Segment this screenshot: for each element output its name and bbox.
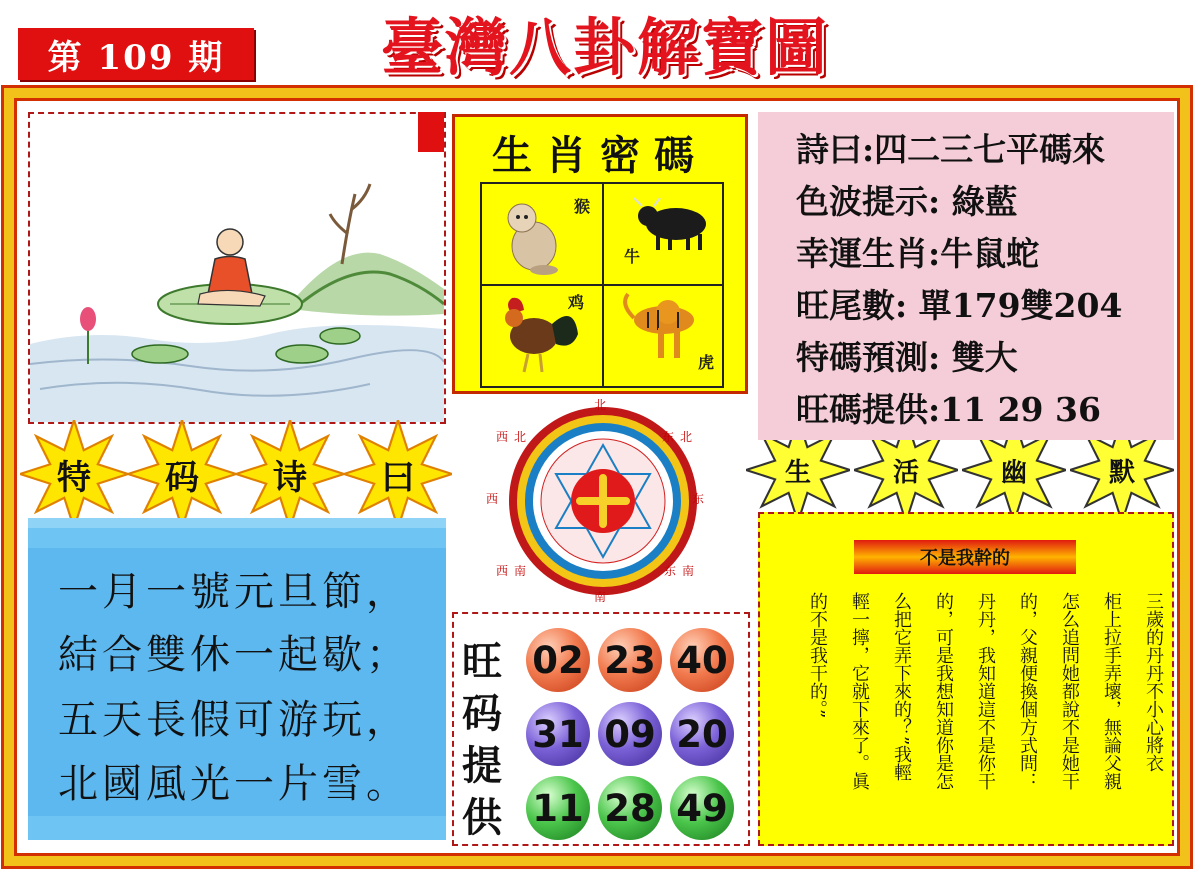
wheel-label: 西 (486, 492, 499, 506)
wheel-label: 西 (496, 564, 509, 578)
number-ball: 49 (670, 776, 734, 840)
story-column: 的，父親便換個方式問： (1017, 592, 1038, 790)
vertical-label-char: 提 (462, 742, 502, 789)
info-color: 色波提示: 綠藍 (796, 182, 1018, 221)
star-label: 特 (57, 457, 91, 498)
story-column: 的，可是我想知道你是怎 (933, 592, 954, 790)
zodiac-cell-rooster (482, 284, 602, 384)
wheel-label: 东 (692, 492, 705, 506)
number-ball: 40 (670, 628, 734, 692)
poem-line: 北國風光一片雪。 (58, 761, 410, 807)
story-column: 怎么追問她都說不是她干 (1059, 592, 1080, 790)
zodiac-title: 生肖密碼 (492, 132, 708, 179)
bagua-wheel (486, 398, 720, 604)
wheel-label: 南 (594, 590, 607, 604)
number-ball: 23 (598, 628, 662, 692)
zodiac-cell-monkey (482, 184, 602, 284)
wheel-label: 北 (514, 430, 527, 444)
zodiac-label: 牛 (624, 247, 641, 266)
wheel-label: 东 (664, 564, 677, 578)
zodiac-label: 猴 (574, 197, 591, 216)
star-left-4 (344, 420, 452, 528)
poem-line: 結合雙休一起歇； (58, 632, 410, 678)
wheel-label: 南 (514, 564, 527, 578)
info-tail-numbers: 旺尾數: 單179雙204 (796, 286, 1123, 325)
poem-line: 一月一號元旦節， (58, 569, 410, 615)
zodiac-label: 鸡 (568, 293, 585, 312)
story-column: 的不是我干的。” (807, 592, 828, 719)
info-prediction: 特碼預測: 雙大 (796, 338, 1018, 377)
issue-badge: 第 109 期 (18, 28, 254, 80)
star-label: 生 (784, 457, 811, 488)
number-ball: 20 (670, 702, 734, 766)
number-ball: 31 (526, 702, 590, 766)
pond-illustration (30, 114, 444, 422)
star-label: 码 (165, 457, 199, 498)
vertical-label-char: 码 (462, 690, 502, 737)
zodiac-cell-ox (604, 184, 724, 284)
star-label: 活 (892, 457, 919, 488)
star-left-3 (236, 420, 344, 528)
zodiac-cell-tiger (604, 284, 724, 384)
star-label: 诗 (273, 457, 307, 498)
wheel-label: 东 (662, 430, 675, 444)
pond-illustration-panel (28, 112, 446, 424)
vertical-label-char: 供 (462, 794, 502, 841)
star-left-2 (128, 420, 236, 528)
story-column: 三歲的丹丹不小心將衣 (1143, 592, 1164, 772)
story-column: 丹丹，我知道這不是你干 (975, 592, 996, 790)
story-column: 柜上拉手弄壞，無論父親 (1101, 592, 1122, 790)
story-column: 么把它弄下來的？”我輕 (891, 592, 912, 782)
wheel-label: 西 (496, 430, 509, 444)
page-title: 臺灣八卦解寶圖 (380, 10, 829, 84)
wheel-label: 北 (680, 430, 693, 444)
info-poem: 詩曰:四二三七平碼來 (796, 130, 1106, 169)
star-label: 默 (1108, 457, 1135, 488)
star-left-1 (20, 420, 128, 528)
info-lucky-zodiac: 幸運生肖:牛鼠蛇 (796, 234, 1040, 273)
number-ball: 02 (526, 628, 590, 692)
wheel-label: 北 (594, 398, 607, 412)
info-hot-numbers: 旺碼提供:11 29 36 (796, 390, 1101, 429)
star-label: 曰 (381, 457, 415, 498)
vertical-label-char: 旺 (462, 638, 502, 685)
side-tag (418, 112, 444, 152)
story-title: 不是我幹的 (854, 540, 1076, 574)
number-ball: 28 (598, 776, 662, 840)
star-label: 幽 (1000, 457, 1027, 488)
poem-line: 五天長假可游玩， (58, 697, 410, 743)
wheel-label: 南 (682, 564, 695, 578)
ox-icon (604, 184, 724, 284)
story-column: 輕一擰，它就下來了。眞 (849, 592, 870, 790)
zodiac-label: 虎 (698, 353, 715, 372)
number-ball: 09 (598, 702, 662, 766)
number-ball: 11 (526, 776, 590, 840)
